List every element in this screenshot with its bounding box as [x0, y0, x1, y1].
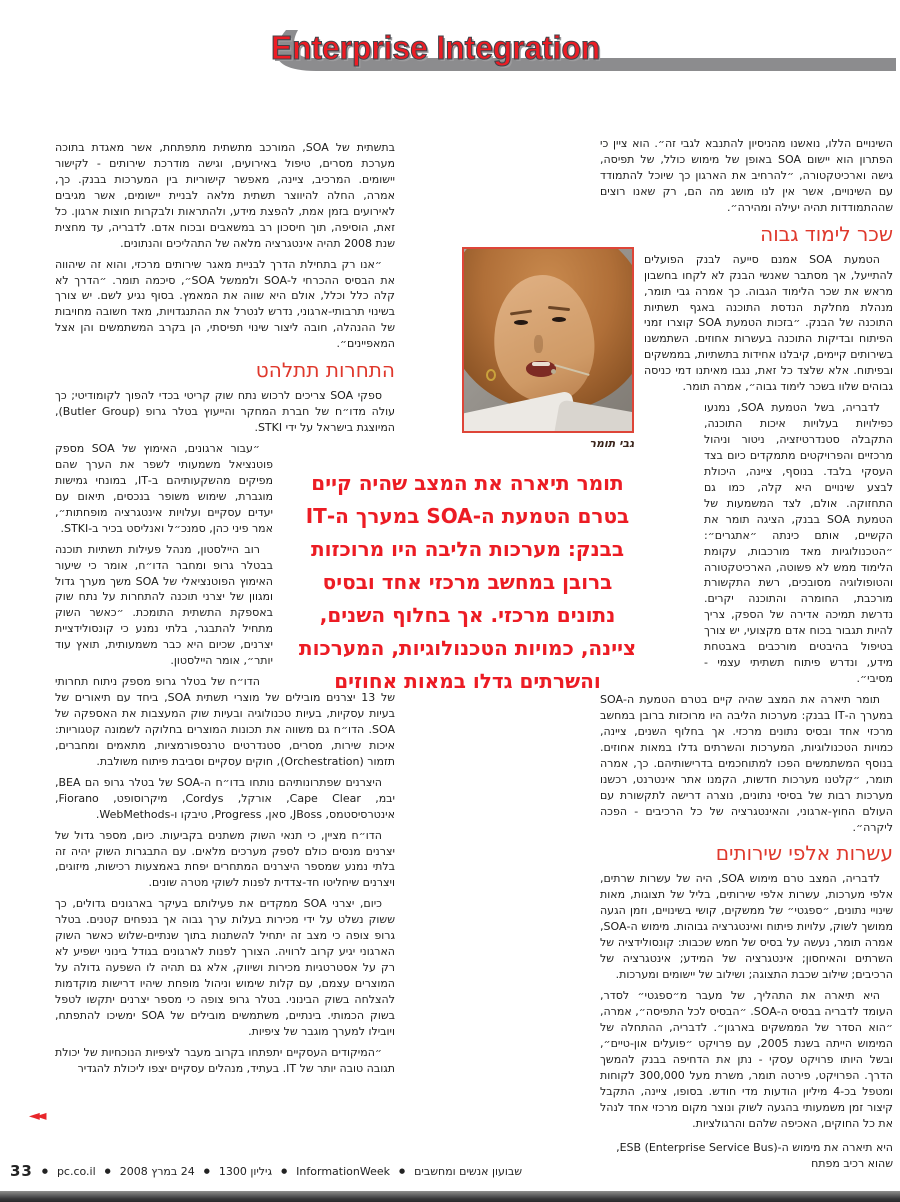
paragraph: ״אנו רק בתחילת הדרך לבניית מאגר שירותים מרכזי, והוא זה שיהווה את הבסיס ההכרחי ל-SOA ולממשל SOA״, סיכמה תומר. ״הדרך לא קלה כלל וכלל, אולם היא שווה את המאמץ. בסוף נגיע לשם. יש צורך בשינוי תרבותי-ארגוני, נדרש לנטרל את ההתנגדויות, מאד חשובה מחויבות של ההנהלה, חובה ליצור שינוי תפיסתי, הן בקרב המשתמשים והן אצל המאפיינים״.: [55, 257, 395, 351]
portrait-earring: [486, 369, 496, 381]
paragraph: הדו״ח מציין, כי תנאי השוק משתנים בקביעות. כיום, מספר גדול של יצרנים מנסים כולם לספק מערכים מלאים. עם התבגרות השוק יהיה זה בלתי נמנע שמספר היצרנים המתחרים יפחת באמצעות רכישות, מיזוגים, ויצרנים שיחליטו חד-צדדית לפנות לשוקי מטרה שונים.: [55, 828, 395, 890]
section-heading-tuition: שכר לימוד גבוה: [760, 221, 893, 246]
paragraph: היצרנים שפתרונותיהם נותחו בדו״ח ה-SOA של בטלר גרופ הם BEA, יבמ, Cape Clear, אורקל, Cordys, מיקרוסופט, Fiorano, אינטרסיסטמס, JBoss, סאן, Progress, טיבקו ו-WebMethods.: [55, 775, 395, 821]
photo-figure: [462, 247, 634, 450]
paragraph: רוב היילסטון, מנהל פעילות תשתיות תוכנה בבטלר גרופ ומחבר הדו״ח, אומר כי שיעור האימוץ הפוטנציאלי של SOA משך מערך גדול ומגוון של יצרני תוכנה להתחרות על נתח שוק באספקת התשתית התומכת. ״כאשר השוק מתחיל להתבגר, בלתי נמנע כי קונסולידציית יצרנים, שכיום היא כבר משמעותית, תואץ עוד יותר״, אומר היילסטון.: [55, 542, 273, 668]
portrait-nose: [534, 335, 543, 353]
paragraph: הדו״ח של בטלר גרופ מספק ניתוח תחרותי של 13 יצרנים מובילים של מוצרי תשתית SOA, ביחד עם תיאורים של בעיות עסקיות, בעיות טכנולוגיה ובעיות שוק המעצבות את האספקה של SOA. הדו״ח גם משווה את תכונות המוצרים בחלוקה לשמונה קטגוריות: איכות שירות, מסרים, סטנדרטים טרנספורמציות, מתאמים ומחברים, תזמור (Orchestration), חוקים עסקיים וסביבת פיתוח משולבת.: [55, 675, 395, 768]
pull-quote: תומר תיארה את המצב שהיה קיים בטרם הטמעת ה-SOA במערך ה-IT בבנק: מערכות הליבה היו מרוכזות ברובן במחשב מרכזי אחד ובסיס נתונים מרכזי. אך בחלוף השנים, ציינה, כמויות הטכנולוגיות, המערכות והשרתים גדלו במאות אחוזים: [298, 471, 637, 693]
portrait-shoulder: [553, 399, 634, 433]
bullet-separator-icon: ●: [104, 1166, 111, 1175]
paragraph: ״עבור ארגונים, האימוץ של SOA מספק פוטנציאל משמעותי לשפר את הערך שהם מפיקים מהשקעותיהם ב-IT, במונחי גמישות מוגברת, שימוש משופר בנכסים, תיאום עם יעדים עסקיים ועלויות אינטגרציה מופחתות״, אמר פיני כהן, סמנכ״ל ואנליסט בכיר ב-STKI.: [55, 442, 274, 535]
portrait-photo: [462, 247, 634, 433]
portrait-eye: [514, 320, 528, 325]
footer-brand: InformationWeek: [296, 1164, 390, 1178]
paragraph: ״המיקודים העסקיים יתפתחו בקרוב מעבר לציפיות הנוכחיות של יכולת תגובה טובה יותר של IT. בעתיד, מנהלים עסקיים יצפו ליכולת להגדיר: [55, 1045, 395, 1075]
portrait-eye: [552, 317, 566, 322]
bullet-separator-icon: ●: [281, 1166, 288, 1175]
paragraph: היא תיארה את מימוש ה-ESB (Enterprise Service Bus), שהוא רכיב מפתח: [616, 1141, 893, 1170]
right-column: [600, 136, 893, 1136]
paragraph: לדבריה, בשל הטמעת SOA, נמנעו כפילויות בעלויות איכות התוכנה, התקבלה סטנדרטיזציה, ניטור וניהול מרכזיים והפרויקטים מתמקדים כיום בצד העסקי בלבד. בנוסף, ציינה, היכולת לבצע שינויים היא קלה, כמו גם התחזוקה. אולם, לצד המשמעות של הטמעת SOA בבנק, הציגה תומר את הקשיים, אותם כינתה ״אתגרים״: ״הטכנולוגיות מאד מורכבות, עקומת הלימוד ממש לא פשוטה, הארכיטקטורה והטופולוגיה מסובכים, רשת התקשורת מורכבת, החומרה והתוכנה יקרים. נדרשת תמיכה אדירה של הספק, צריך להיות תגבור בכוח אדם מקצועי, יש צורך בטיפול בהיבטים מורכבים באבטחת מידע, ונדרש פיתוח תשתיתי עצמי - מסיבי״.: [704, 401, 893, 686]
paragraph: היא תיארה את התהליך, של מעבר מ״ספגטי״ לסדר, העומד לדבריה בבסיס ה-SOA. ״הבסיס לכל התפיסה״, אמרה, ״הוא הסדר של הממשקים בארגון״. לדבריה, ההתחלה של המימוש הייתה בשנת 2005, עם פרויקט ״פועלים און-טיים״, ובשל היותו פרויקט עסקי - נתן את הדחיפה בבנק להמשך הדרך. הפרויקט, פירטה תומר, משרת מעל 300,000 לקוחות ומטפל בכ-4 מיליון הודעות מדי חודש. בסופו, ציינה, התקבל קיצור זמן משמעותי בהגעה לשוק ונוצר מקום מרכזי אחד לנהל את כל החוקים, האכיפה שלהם והרגולציות.: [600, 989, 893, 1130]
paragraph: כיום, יצרני SOA ממקדים את פעילותם בעיקר בארגונים גדולים, כך ששוק נשלט על ידי מכירות בעלות ערך גבוה אך בנפחים קטנים. בטלר גרופ צופה כי מצב זה יתחיל להשתנות בתוך שנתיים-שלוש כאשר השוק הארגוני יגיע קרוב לרוויה. הצורך לפנות לארגונים בגודל בינוני ישפיע לא רק על אסטרטגיות מכירות ושיווק, אלא גם תהיה לו השפעה גדולה על המוצרים עצמם, עם קלות שימוש וניהול מופחת שיהיו דרישות מוקדמות להצלחה בשוק הבינוני. בטלר גרופ צופה כי מספר יצרנים יתקשו לטפל בשוק הכמותי. בינתיים, משתמשים מובילים של SOA ימשיכו להתפתח, ויובילו למערך מוגבר של ציפיות.: [55, 897, 395, 1038]
photo-caption: גבי תומר: [589, 437, 634, 450]
paragraph: השינויים הללו, נואשנו מהניסיון להתנבא לגבי זה״. הוא ציין כי הפתרון הוא יישום SOA באופן של מימוש כולל, של תפיסה, גישה וארכיטקטורה, ״להרחיב את הארגון כך שיוכל להתמודד עם השינויים, אשר אין לנו מושג מה הם, רק שאנו רוצים שההתמודדות תהיה יעילה ומהירה״.: [600, 137, 893, 214]
bullet-separator-icon: ●: [41, 1166, 48, 1175]
paragraph: לדבריה, המצב טרם מימוש SOA, היה של עשרות שרתים, אלפי מערכות, עשרות אלפי שירותים, בליל של תצוגות, מאות שינויי נתונים, ״ספגטי״ של ממשקים, קושי בשינויים, וזמן הגעה ממושך לשוק, עלויות פיתוח ואינטגרציה גבוהות. מימוש ה-SOA, אמרה תומר, נעשה על בסיס של חמש שכבות: קונסולידציה של השרתים והאיחסון; אינטגרציה של המידע; אינטגרציה של הרכיבים; שילוב שכבת התצוגה; ושילוב של יישומים ומערכות.: [600, 872, 893, 982]
section-heading-competition: התחרות תתלהט: [255, 358, 395, 383]
paragraph: תומר תיארה את המצב שהיה קיים בטרם הטמעת ה-SOA במערך ה-IT בבנק: מערכות הליבה היו מרוכזות ברובן במחשב מרכזי אחד ובסיס נתונים מרכזי. אך בחלוף השנים, ציינה, כמויות הטכנולוגיות, המערכות והשרתים גדלו במאות אחוזים. בנוסף המשתמשים הפכו למתוחכמים בדרישותיהם. כך, אמרה תומר, ״קלטנו מערכות חדשות, הקמנו אתר אינטרנט, רכשנו מערכות רבות של בסיסי נתונים, נוצרה דרישה לתקשורת עם העולם החוץ-ארגוני, והאינטגרציה של כל הרכיבים - הפכה ליקרה״.: [600, 693, 893, 834]
footer-publication-name: שבועון אנשים ומחשבים: [414, 1164, 522, 1178]
paragraph: הטמעת SOA אמנם סייעה לבנק הפועלים להתייעל, אך מסתבר שאנשי הבנק לא לקחו בחשבון מראש את שכר הלימוד הגבוה. כך אמרה גבי תומר, מנהלת מחלקת הנדסת התוכנה באגף תשתיות התוכנה של הבנק. ״בזכות הטמעת SOA קוצרו זמני הפיתוח ובדיקות התוכנה בעשרות אחוזים. השתמשנו בשירותים קיימים, קיבלנו אחידות בתשתיות, בממשקים ובפיתוח. אלא שלצד כל זאת, נגבו מאיתנו דמי כניסה גבוהים שלוו בשכר לימוד גבוה״, אמרה תומר.: [644, 252, 893, 394]
quote-wrap-spacer: [644, 400, 694, 680]
end-of-article-marker: ◄◄: [29, 1108, 43, 1124]
footer-date: 24 במרץ 2008: [119, 1164, 195, 1178]
page-bottom-band: [0, 1191, 900, 1202]
bullet-separator-icon: ●: [398, 1166, 406, 1175]
page-number: 33: [9, 1162, 33, 1180]
section-heading-services: עשרות אלפי שירותים: [715, 841, 893, 866]
footer: [9, 1162, 522, 1180]
portrait-teeth: [532, 362, 550, 366]
footer-website: pc.co.il: [56, 1164, 96, 1178]
bullet-separator-icon: ●: [203, 1166, 210, 1175]
headset-mic-icon: [551, 369, 556, 374]
paragraph: ספקי SOA צריכים לרכוש נתח שוק קריטי בכדי להפוך לקומודיטי; כך עולה מדו״ח של חברת המחקר והייעוץ בטלר גרופ (Butler Group), המיוצגת בישראל על ידי STKI.: [55, 389, 395, 435]
page-title: Enterprise Integration: [271, 29, 601, 66]
paragraph: בתשתית של SOA, המורכב מתשתית מתפתחת, אשר מאגדת בתוכה מערכת מסרים, טיפול באירועים, וגישה מודרכת שירותים - לקישור יישומים. המרכיב, ציינה, מאפשר קישוריות בין המערכות בבנק. כך, אמרה, החלה להיווצר תשתית מלאה לבניית יישומים, אשר מגיבים לאירועים בזמן אמת, להפצת מידע, ולהתראות ולבקרות חוצות ארגון. כל זאת, הוסיפה, תוך חיסכון רב במשאבים ובכוח אדם. לדבריה, עד מחצית שנת 2008 תהיה אינטגרציה מלאה של התהליכים והנתונים.: [55, 141, 395, 250]
footer-issue-number: גיליון 1300: [218, 1164, 273, 1178]
